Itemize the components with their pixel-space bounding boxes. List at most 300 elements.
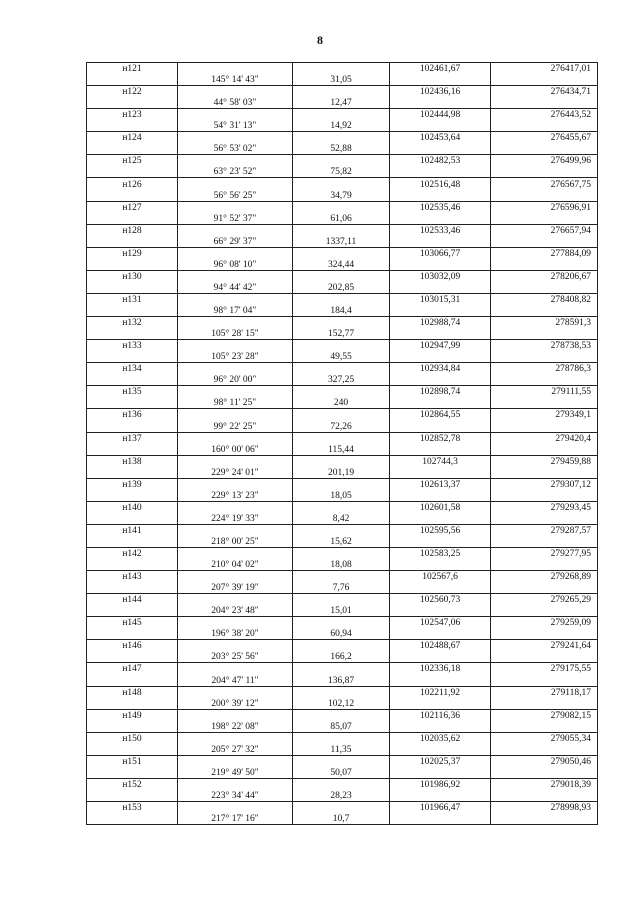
empty-cell	[293, 617, 390, 629]
point-id: н129	[87, 247, 178, 259]
empty-cell	[390, 328, 491, 340]
empty-cell	[491, 259, 598, 271]
empty-cell	[390, 374, 491, 386]
empty-cell	[390, 74, 491, 86]
empty-cell	[87, 790, 178, 802]
table-row	[87, 478, 598, 490]
coord-y: 276417,01	[491, 63, 598, 75]
segment-angle: 207° 39' 19"	[178, 582, 293, 594]
empty-cell	[491, 97, 598, 109]
empty-cell	[87, 305, 178, 317]
table-row	[87, 190, 598, 202]
coord-x: 102211,92	[390, 686, 491, 698]
point-id: н128	[87, 224, 178, 236]
coord-x: 101966,47	[390, 802, 491, 814]
coord-x: 102947,99	[390, 340, 491, 352]
coord-x: 102852,78	[390, 432, 491, 444]
empty-cell	[293, 663, 390, 675]
table-row	[87, 363, 598, 375]
table-row	[87, 270, 598, 282]
segment-angle: 223° 34' 44"	[178, 790, 293, 802]
segment-length: 85,07	[293, 721, 390, 733]
table-row	[87, 109, 598, 121]
segment-angle: 98° 17' 04"	[178, 305, 293, 317]
empty-cell	[87, 397, 178, 409]
empty-cell	[390, 305, 491, 317]
empty-cell	[87, 559, 178, 571]
empty-cell	[87, 282, 178, 294]
empty-cell	[491, 444, 598, 456]
coordinates-table-body	[87, 63, 598, 825]
table-row	[87, 247, 598, 259]
empty-cell	[293, 409, 390, 421]
table-row	[87, 686, 598, 698]
empty-cell	[491, 467, 598, 479]
segment-angle: 229° 13' 23"	[178, 490, 293, 502]
point-id: н141	[87, 524, 178, 536]
empty-cell	[390, 790, 491, 802]
coord-x: 102535,46	[390, 201, 491, 213]
empty-cell	[293, 109, 390, 121]
empty-cell	[293, 386, 390, 398]
table-row	[87, 767, 598, 779]
table-row	[87, 432, 598, 444]
empty-cell	[293, 455, 390, 467]
coord-y: 279287,57	[491, 524, 598, 536]
segment-length: 15,01	[293, 605, 390, 617]
segment-length: 18,05	[293, 490, 390, 502]
empty-cell	[390, 813, 491, 825]
table-row	[87, 744, 598, 756]
empty-cell	[491, 813, 598, 825]
empty-cell	[491, 328, 598, 340]
empty-cell	[293, 247, 390, 259]
coord-y: 276499,96	[491, 155, 598, 167]
table-row	[87, 178, 598, 190]
point-id: н150	[87, 732, 178, 744]
empty-cell	[87, 166, 178, 178]
coord-y: 279018,39	[491, 778, 598, 790]
segment-length: 166,2	[293, 651, 390, 663]
coord-x: 103032,09	[390, 270, 491, 282]
empty-cell	[178, 501, 293, 513]
segment-angle: 105° 23' 28"	[178, 351, 293, 363]
coord-x: 102560,73	[390, 594, 491, 606]
coord-y: 279050,46	[491, 755, 598, 767]
table-row	[87, 802, 598, 814]
segment-length: 136,87	[293, 674, 390, 686]
coord-y: 279175,55	[491, 663, 598, 675]
empty-cell	[87, 490, 178, 502]
table-row	[87, 386, 598, 398]
segment-length: 7,76	[293, 582, 390, 594]
table-row	[87, 571, 598, 583]
coord-y: 279307,12	[491, 478, 598, 490]
table-row	[87, 444, 598, 456]
empty-cell	[293, 571, 390, 583]
segment-length: 8,42	[293, 513, 390, 525]
empty-cell	[491, 490, 598, 502]
segment-angle: 219° 49' 50"	[178, 767, 293, 779]
table-row	[87, 63, 598, 75]
empty-cell	[390, 698, 491, 710]
empty-cell	[87, 213, 178, 225]
table-row	[87, 455, 598, 467]
coord-x: 102533,46	[390, 224, 491, 236]
empty-cell	[293, 201, 390, 213]
empty-cell	[87, 259, 178, 271]
coord-x: 102864,55	[390, 409, 491, 421]
empty-cell	[491, 213, 598, 225]
empty-cell	[178, 409, 293, 421]
empty-cell	[491, 305, 598, 317]
empty-cell	[178, 594, 293, 606]
segment-angle: 205° 27' 32"	[178, 744, 293, 756]
empty-cell	[293, 524, 390, 536]
empty-cell	[491, 721, 598, 733]
empty-cell	[293, 432, 390, 444]
coord-y: 279277,95	[491, 547, 598, 559]
empty-cell	[178, 293, 293, 305]
empty-cell	[293, 317, 390, 329]
empty-cell	[293, 709, 390, 721]
empty-cell	[491, 628, 598, 640]
empty-cell	[178, 709, 293, 721]
segment-angle: 98° 11' 25"	[178, 397, 293, 409]
table-row	[87, 201, 598, 213]
empty-cell	[293, 547, 390, 559]
empty-cell	[87, 351, 178, 363]
table-row	[87, 259, 598, 271]
coord-x: 102988,74	[390, 317, 491, 329]
empty-cell	[390, 397, 491, 409]
empty-cell	[87, 628, 178, 640]
segment-length: 31,05	[293, 74, 390, 86]
empty-cell	[87, 143, 178, 155]
segment-length: 15,62	[293, 536, 390, 548]
table-row	[87, 340, 598, 352]
point-id: н127	[87, 201, 178, 213]
table-row	[87, 143, 598, 155]
coord-x: 102482,53	[390, 155, 491, 167]
coord-y: 279459,88	[491, 455, 598, 467]
empty-cell	[390, 536, 491, 548]
table-row	[87, 709, 598, 721]
empty-cell	[293, 132, 390, 144]
segment-length: 240	[293, 397, 390, 409]
empty-cell	[491, 536, 598, 548]
empty-cell	[390, 744, 491, 756]
empty-cell	[491, 397, 598, 409]
empty-cell	[491, 513, 598, 525]
coord-x: 102461,67	[390, 63, 491, 75]
coord-y: 278998,93	[491, 802, 598, 814]
segment-length: 50,07	[293, 767, 390, 779]
empty-cell	[491, 143, 598, 155]
empty-cell	[178, 455, 293, 467]
empty-cell	[390, 420, 491, 432]
page-number: 8	[317, 33, 323, 47]
table-row	[87, 559, 598, 571]
empty-cell	[390, 143, 491, 155]
point-id: н139	[87, 478, 178, 490]
coord-x: 102613,37	[390, 478, 491, 490]
empty-cell	[491, 651, 598, 663]
table-row	[87, 97, 598, 109]
empty-cell	[390, 582, 491, 594]
point-id: н153	[87, 802, 178, 814]
empty-cell	[178, 178, 293, 190]
table-row	[87, 397, 598, 409]
coord-x: 102516,48	[390, 178, 491, 190]
segment-length: 61,06	[293, 213, 390, 225]
empty-cell	[293, 86, 390, 98]
segment-angle: 96° 08' 10"	[178, 259, 293, 271]
empty-cell	[178, 755, 293, 767]
empty-cell	[390, 282, 491, 294]
table-row	[87, 213, 598, 225]
coord-y: 278738,53	[491, 340, 598, 352]
empty-cell	[178, 732, 293, 744]
table-row	[87, 490, 598, 502]
table-row	[87, 224, 598, 236]
point-id: н125	[87, 155, 178, 167]
segment-angle: 94° 44' 42"	[178, 282, 293, 294]
point-id: н148	[87, 686, 178, 698]
empty-cell	[293, 732, 390, 744]
empty-cell	[178, 617, 293, 629]
empty-cell	[491, 420, 598, 432]
segment-angle: 56° 53' 02"	[178, 143, 293, 155]
point-id: н152	[87, 778, 178, 790]
empty-cell	[178, 802, 293, 814]
segment-angle: 145° 14' 43"	[178, 74, 293, 86]
empty-cell	[178, 155, 293, 167]
segment-length: 28,23	[293, 790, 390, 802]
table-row	[87, 305, 598, 317]
segment-length: 11,35	[293, 744, 390, 756]
empty-cell	[390, 166, 491, 178]
coord-x: 102436,16	[390, 86, 491, 98]
segment-angle: 44° 58' 03"	[178, 97, 293, 109]
table-row	[87, 409, 598, 421]
coord-x: 102116,36	[390, 709, 491, 721]
coord-x: 102583,25	[390, 547, 491, 559]
empty-cell	[390, 97, 491, 109]
coord-x: 101986,92	[390, 778, 491, 790]
segment-angle: 99° 22' 25"	[178, 420, 293, 432]
segment-length: 10,7	[293, 813, 390, 825]
point-id: н131	[87, 293, 178, 305]
table-row	[87, 74, 598, 86]
segment-angle: 229° 24' 01"	[178, 467, 293, 479]
empty-cell	[178, 270, 293, 282]
coord-y: 279268,89	[491, 571, 598, 583]
point-id: н135	[87, 386, 178, 398]
segment-angle: 198° 22' 08"	[178, 721, 293, 733]
empty-cell	[293, 155, 390, 167]
coord-x: 102025,37	[390, 755, 491, 767]
empty-cell	[293, 686, 390, 698]
empty-cell	[87, 328, 178, 340]
empty-cell	[390, 444, 491, 456]
coord-x: 102336,18	[390, 663, 491, 675]
empty-cell	[178, 686, 293, 698]
empty-cell	[178, 478, 293, 490]
segment-angle: 66° 29' 37"	[178, 236, 293, 248]
coord-x: 102601,58	[390, 501, 491, 513]
coord-x: 102595,56	[390, 524, 491, 536]
empty-cell	[87, 536, 178, 548]
empty-cell	[491, 744, 598, 756]
point-id: н133	[87, 340, 178, 352]
empty-cell	[178, 201, 293, 213]
point-id: н146	[87, 640, 178, 652]
coord-x: 103015,31	[390, 293, 491, 305]
empty-cell	[87, 582, 178, 594]
empty-cell	[491, 351, 598, 363]
empty-cell	[178, 663, 293, 675]
empty-cell	[390, 559, 491, 571]
point-id: н143	[87, 571, 178, 583]
empty-cell	[87, 651, 178, 663]
segment-angle: 196° 38' 20"	[178, 628, 293, 640]
segment-angle: 210° 04' 02"	[178, 559, 293, 571]
point-id: н136	[87, 409, 178, 421]
coord-y: 279420,4	[491, 432, 598, 444]
coord-x: 102547,06	[390, 617, 491, 629]
empty-cell	[87, 190, 178, 202]
coord-y: 279259,09	[491, 617, 598, 629]
segment-length: 152,77	[293, 328, 390, 340]
coordinates-table	[86, 62, 591, 825]
segment-length: 49,55	[293, 351, 390, 363]
empty-cell	[390, 213, 491, 225]
table-row	[87, 721, 598, 733]
empty-cell	[178, 86, 293, 98]
empty-cell	[87, 513, 178, 525]
empty-cell	[390, 259, 491, 271]
point-id: н134	[87, 363, 178, 375]
segment-angle: 160° 00' 06"	[178, 444, 293, 456]
table-row	[87, 594, 598, 606]
segment-length: 72,26	[293, 420, 390, 432]
segment-angle: 204° 23' 48"	[178, 605, 293, 617]
table-row	[87, 86, 598, 98]
coord-y: 279118,17	[491, 686, 598, 698]
empty-cell	[491, 282, 598, 294]
empty-cell	[390, 513, 491, 525]
empty-cell	[178, 432, 293, 444]
coord-y: 279265,29	[491, 594, 598, 606]
coord-x: 102035,62	[390, 732, 491, 744]
empty-cell	[390, 467, 491, 479]
table-row	[87, 663, 598, 675]
point-id: н144	[87, 594, 178, 606]
empty-cell	[390, 351, 491, 363]
empty-cell	[390, 236, 491, 248]
table-row	[87, 755, 598, 767]
point-id: н132	[87, 317, 178, 329]
table-row	[87, 524, 598, 536]
empty-cell	[87, 605, 178, 617]
table-row	[87, 698, 598, 710]
coord-x: 102444,98	[390, 109, 491, 121]
empty-cell	[87, 236, 178, 248]
table-row	[87, 501, 598, 513]
point-id: н138	[87, 455, 178, 467]
empty-cell	[293, 293, 390, 305]
segment-angle: 63° 23' 52"	[178, 166, 293, 178]
segment-angle: 56° 56' 25"	[178, 190, 293, 202]
segment-angle: 218° 00' 25"	[178, 536, 293, 548]
coord-y: 279111,55	[491, 386, 598, 398]
table-row	[87, 155, 598, 167]
point-id: н145	[87, 617, 178, 629]
table-row	[87, 778, 598, 790]
empty-cell	[390, 628, 491, 640]
empty-cell	[293, 363, 390, 375]
empty-cell	[87, 420, 178, 432]
point-id: н122	[87, 86, 178, 98]
point-id: н137	[87, 432, 178, 444]
segment-angle: 54° 31' 13"	[178, 120, 293, 132]
point-id: н147	[87, 663, 178, 675]
empty-cell	[491, 236, 598, 248]
segment-angle: 105° 28' 15"	[178, 328, 293, 340]
empty-cell	[87, 674, 178, 686]
segment-length: 102,12	[293, 698, 390, 710]
table-row	[87, 813, 598, 825]
empty-cell	[178, 571, 293, 583]
empty-cell	[390, 721, 491, 733]
empty-cell	[491, 74, 598, 86]
table-row	[87, 467, 598, 479]
empty-cell	[178, 778, 293, 790]
table-row	[87, 166, 598, 178]
point-id: н130	[87, 270, 178, 282]
table-row	[87, 651, 598, 663]
empty-cell	[178, 547, 293, 559]
point-id: н149	[87, 709, 178, 721]
segment-angle: 200° 39' 12"	[178, 698, 293, 710]
empty-cell	[491, 698, 598, 710]
table-row	[87, 293, 598, 305]
empty-cell	[87, 744, 178, 756]
table-row	[87, 282, 598, 294]
coord-y: 276657,94	[491, 224, 598, 236]
empty-cell	[491, 767, 598, 779]
coord-x: 102744,3	[390, 455, 491, 467]
coord-x: 102488,67	[390, 640, 491, 652]
coord-x: 102898,74	[390, 386, 491, 398]
coord-y: 276596,91	[491, 201, 598, 213]
empty-cell	[390, 674, 491, 686]
segment-length: 115,44	[293, 444, 390, 456]
empty-cell	[390, 767, 491, 779]
segment-length: 201,19	[293, 467, 390, 479]
table-row	[87, 547, 598, 559]
empty-cell	[87, 374, 178, 386]
coord-y: 277884,09	[491, 247, 598, 259]
empty-cell	[491, 559, 598, 571]
segment-length: 18,08	[293, 559, 390, 571]
segment-length: 12,47	[293, 97, 390, 109]
empty-cell	[87, 698, 178, 710]
table-row	[87, 674, 598, 686]
segment-length: 327,25	[293, 374, 390, 386]
table-row	[87, 617, 598, 629]
